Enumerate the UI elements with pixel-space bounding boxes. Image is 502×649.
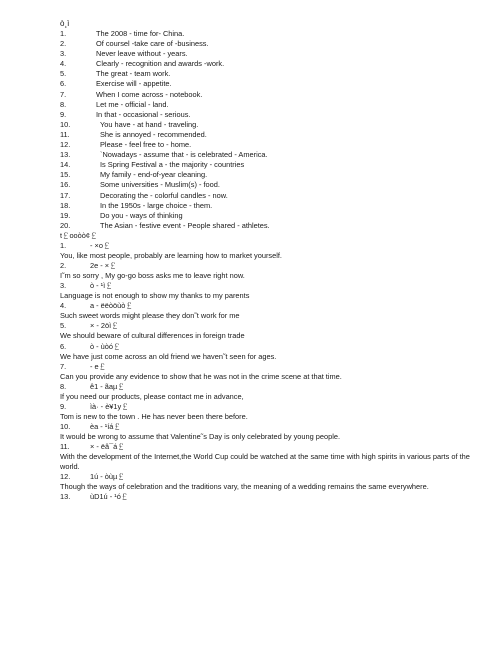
list-item-number: 20.	[60, 220, 71, 230]
translation-sentence: I˜m so sorry , My go-go boss asks me to leave right now.	[60, 271, 245, 281]
list-item-text: Decorating the - colorful candles - now.	[100, 190, 228, 200]
translation-number: 7.	[60, 361, 67, 371]
translation-number: 1.	[60, 241, 67, 251]
translation-prompt	[60, 362, 490, 372]
translation-number: 5.	[60, 321, 67, 331]
translation-number: 9.	[60, 401, 67, 411]
list-item	[60, 29, 490, 39]
phrase-list	[60, 29, 490, 231]
translation-sentence: You, like most people, probably are learning how to market yourself.	[60, 251, 282, 261]
translation-sentence: We have just come across an old friend we haven˜t seen for ages.	[60, 351, 277, 361]
translation-sentence: Language is not enough to show my thanks to my parents	[60, 291, 250, 301]
list-item-number: 11.	[60, 129, 70, 139]
section-title: t￡ooòò¢￡	[60, 231, 98, 240]
translation-label: ê1 - ãaµ￡	[90, 381, 125, 391]
list-item	[60, 59, 490, 69]
translation-number: 10.	[60, 421, 71, 431]
list-item-number: 7.	[60, 89, 67, 99]
translation-prompt	[60, 382, 490, 392]
translation-prompt	[60, 402, 490, 412]
translation-prompt	[60, 492, 490, 502]
translation-sentence: With the development of the Internet,the World Cup could be watched at the same time with high spirits in various parts of the world.	[60, 452, 470, 472]
list-item-text: In that - occasional - serious.	[96, 109, 191, 119]
list-item-text: Is Spring Festival a - the majority - countries	[100, 160, 245, 170]
list-item	[60, 69, 490, 79]
translation-prompt	[60, 261, 490, 271]
translation-label: èa - ¹íá￡	[90, 421, 121, 431]
translation-number: 4.	[60, 301, 67, 311]
list-item-text: She is annoyed - recommended.	[100, 129, 207, 139]
list-item-text: The 2008 - time for- China.	[96, 29, 185, 38]
translation-number: 11.	[60, 441, 70, 451]
translation-prompt	[60, 241, 490, 251]
list-item	[60, 140, 490, 150]
translation-prompt	[60, 281, 490, 291]
list-item-number: 13.	[60, 150, 71, 160]
list-item-text: In the 1950s - large choice - them.	[100, 200, 213, 210]
translation-sentence: We should beware of cultural differences in foreign trade	[60, 331, 245, 341]
translation-prompt	[60, 472, 490, 482]
list-item	[60, 191, 490, 201]
list-item-text: Some universities - Muslim(s) - food.	[100, 180, 220, 190]
list-item	[60, 201, 490, 211]
list-item-number: 9.	[60, 109, 67, 119]
list-item-number: 6.	[60, 79, 67, 89]
translation-number: 8.	[60, 381, 67, 391]
list-item-number: 3.	[60, 49, 67, 59]
translation-label: ìà· - è¥1y￡	[90, 401, 129, 411]
list-item	[60, 130, 490, 140]
translation-sentence: Can you provide any evidence to show that he was not in the crime scene at that time.	[60, 371, 342, 381]
list-item-number: 4.	[60, 59, 67, 69]
translation-sentence: Tom is new to the town . He has never been there before.	[60, 411, 248, 421]
translation-sentence: It would be wrong to assume that Valentine˜s Day is only celebrated by young people.	[60, 431, 341, 441]
list-item-text: Let me - official - land.	[96, 99, 169, 109]
list-item-number: 1.	[60, 29, 67, 38]
list-item-text: Exercise will - appetite.	[96, 79, 172, 89]
translation-label: ò - ¹ì￡	[90, 281, 113, 291]
translation-number: 12.	[60, 472, 71, 482]
list-item	[60, 211, 490, 221]
translation-sentence: Such sweet words might please they don˜t work for me	[60, 311, 240, 321]
translation-label: 2e - ×￡	[90, 261, 117, 271]
list-item	[60, 90, 490, 100]
list-item-number: 5.	[60, 69, 67, 79]
list-item-text: When I come across - notebook.	[96, 89, 203, 99]
list-item-text: Please - feel free to - home.	[100, 140, 192, 150]
list-item-number: 17.	[60, 190, 71, 200]
translation-number: 13.	[60, 492, 71, 502]
list-item-number: 12.	[60, 140, 71, 150]
translation-section	[60, 231, 490, 502]
translation-label: ùD1ú - ¹ó￡	[90, 492, 129, 502]
translation-sentence: If you need our products, please contact me in advance,	[60, 391, 244, 401]
list-item-number: 14.	[60, 160, 71, 170]
translation-label: a - ëëòöùò￡	[90, 301, 133, 311]
list-item-number: 15.	[60, 170, 71, 180]
list-item-number: 10.	[60, 119, 71, 129]
list-item-number: 2.	[60, 39, 67, 49]
list-item	[60, 110, 490, 120]
document-heading: ò¸ì	[60, 19, 70, 28]
list-item-number: 18.	[60, 200, 71, 210]
list-item-text: Never leave without - years.	[96, 49, 188, 59]
list-item-number: 16.	[60, 180, 71, 190]
translation-label: × - 2öì￡	[90, 321, 119, 331]
translation-label: 1ú - òùµ￡	[90, 472, 125, 482]
list-item-text: Do you - ways of thinking	[100, 210, 183, 220]
translation-label: - e￡	[90, 361, 107, 371]
list-item	[60, 160, 490, 170]
list-item-text: Clearly - recognition and awards -work.	[96, 59, 225, 69]
translation-sentence: Though the ways of celebration and the traditions vary, the meaning of a wedding remains the same everywhere.	[60, 482, 429, 492]
translation-label: - ×o￡	[90, 241, 111, 251]
list-item	[60, 79, 490, 89]
translation-prompt	[60, 422, 490, 432]
list-item-number: 8.	[60, 99, 67, 109]
translation-label: ò - ùòó￡	[90, 341, 121, 351]
list-item	[60, 100, 490, 110]
translation-prompt	[60, 301, 490, 311]
list-item	[60, 120, 490, 130]
list-item	[60, 170, 490, 180]
list-item-text: `Nowadays - assume that - is celebrated - America.	[100, 150, 268, 160]
translation-label: × - ëâ¯á￡	[90, 441, 125, 451]
list-item-text: The Asian - festive event - People shared - athletes.	[100, 220, 270, 230]
translation-prompt	[60, 321, 490, 331]
list-item-text: You have - at hand - traveling.	[100, 119, 199, 129]
list-item	[60, 221, 490, 231]
list-item	[60, 39, 490, 49]
list-item-text: Of coursel -take care of -business.	[96, 39, 209, 49]
list-item	[60, 150, 490, 160]
list-item	[60, 49, 490, 59]
translation-items	[60, 241, 490, 502]
translation-number: 6.	[60, 341, 67, 351]
list-item-text: My family - end-of-year cleaning.	[100, 170, 208, 180]
list-item	[60, 180, 490, 190]
translation-prompt	[60, 442, 490, 452]
list-item-text: The great - team work.	[96, 69, 171, 79]
list-item-number: 19.	[60, 210, 71, 220]
translation-number: 2.	[60, 261, 67, 271]
translation-prompt	[60, 342, 490, 352]
translation-number: 3.	[60, 281, 67, 291]
